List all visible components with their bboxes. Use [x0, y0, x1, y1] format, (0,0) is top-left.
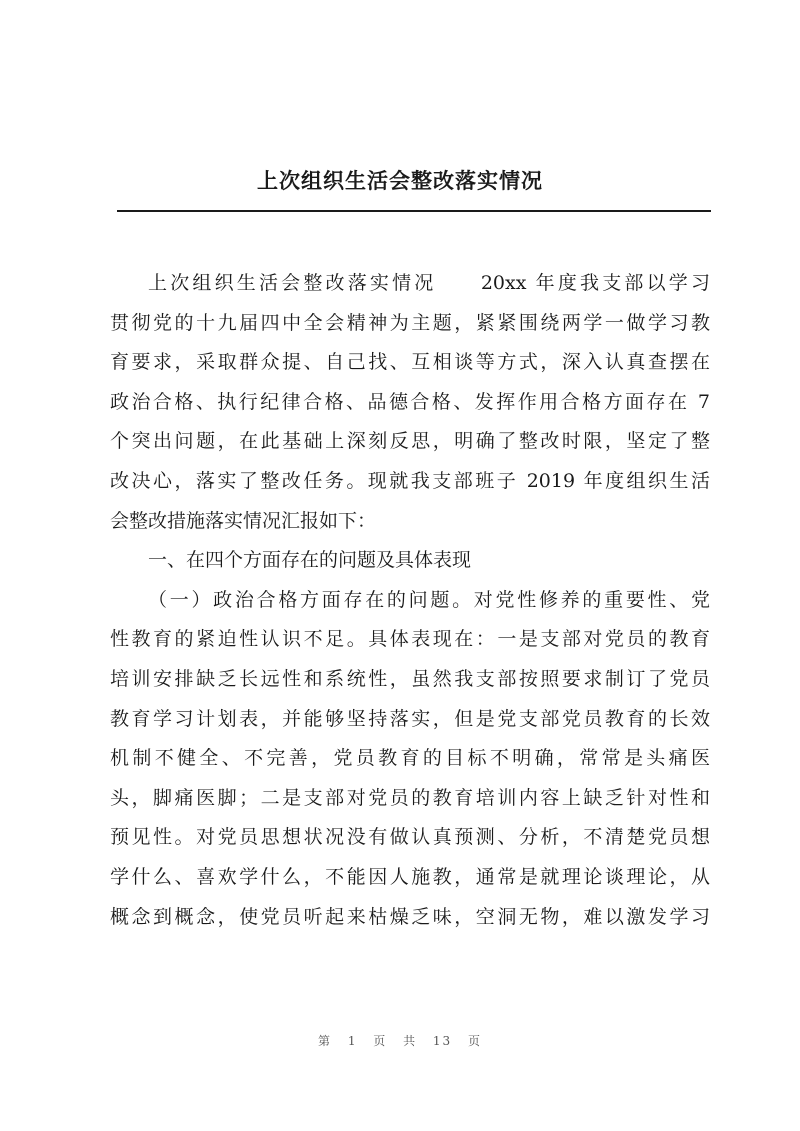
paragraph-line: 上次组织生活会整改落实情况 20xx 年度我支部以学习	[148, 272, 710, 294]
paragraph-line: 教育学习计划表，并能够坚持落实，但是党支部党员教育的长效	[110, 707, 710, 730]
paragraph-line: 改决心，落实了整改任务。现就我支部班子 2019 年度组织生活	[110, 469, 710, 492]
paragraph-line: 政治合格、执行纪律合格、品德合格、发挥作用合格方面存在 7	[110, 390, 710, 413]
title-underline	[117, 210, 711, 212]
paragraph-line: 培训安排缺乏长远性和系统性，虽然我支部按照要求制订了党员	[110, 667, 710, 690]
paragraph-line: 学什么、喜欢学什么，不能因人施教，通常是就理论谈理论，从	[110, 865, 710, 888]
paragraph-line: 机制不健全、不完善，党员教育的目标不明确，常常是头痛医	[110, 747, 710, 770]
paragraph-line: 预见性。对党员思想状况没有做认真预测、分析，不清楚党员想	[110, 826, 710, 849]
page-number-footer: 第 1 页 共 13 页	[318, 1034, 482, 1048]
paragraph-line: 贯彻党的十九届四中全会精神为主题，紧紧围绕两学一做学习教	[110, 311, 710, 334]
document-body	[110, 264, 710, 937]
paragraph-line: 头，脚痛医脚；二是支部对党员的教育培训内容上缺乏针对性和	[110, 786, 710, 809]
paragraph-line: 育要求，采取群众提、自己找、互相谈等方式，深入认真查摆在	[110, 351, 710, 374]
paragraph-line: 概念到概念，使党员听起来枯燥乏味，空洞无物，难以激发学习	[110, 905, 710, 928]
document-title: 上次组织生活会整改落实情况	[257, 168, 543, 193]
section-heading: 一、在四个方面存在的问题及具体表现	[148, 549, 472, 572]
paragraph-line: 会整改措施落实情况汇报如下：	[110, 509, 377, 532]
paragraph-line: 性教育的紧迫性认识不足。具体表现在：一是支部对党员的教育	[110, 628, 710, 651]
paragraph-line: 个突出问题，在此基础上深刻反思，明确了整改时限，坚定了整	[110, 430, 710, 453]
paragraph-line: （一）政治合格方面存在的问题。对党性修养的重要性、党	[148, 588, 710, 611]
